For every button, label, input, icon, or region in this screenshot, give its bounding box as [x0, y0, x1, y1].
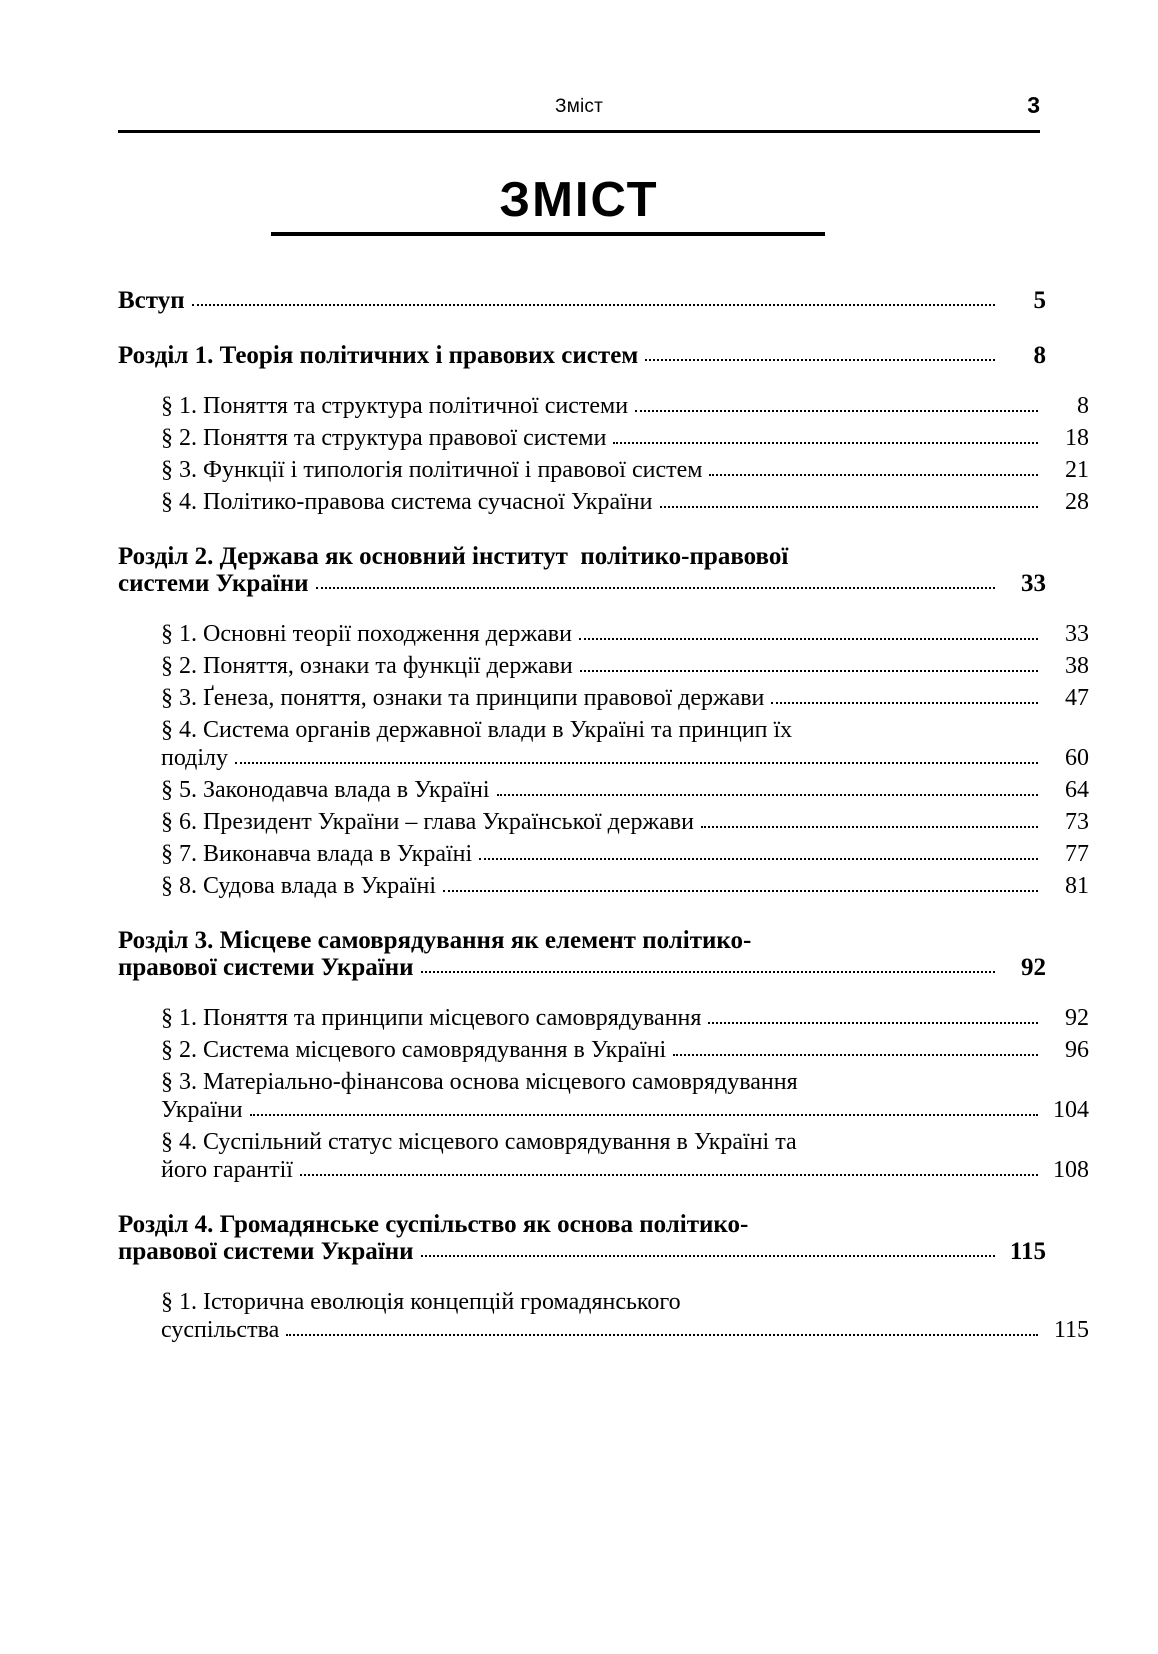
toc-entry-label: Розділ 3. Місцеве самоврядування як елемент політико- [118, 927, 752, 954]
toc-entry-label: § 1. Історична еволюція концепцій громадянського [161, 1289, 681, 1315]
toc-entry-label: § 8. Судова влада в Україні [161, 873, 436, 899]
toc-entry[interactable] [118, 394, 1089, 418]
toc-entry[interactable] [118, 490, 1089, 514]
page-number: 3 [1027, 92, 1040, 118]
toc-entry-page: 28 [1065, 489, 1089, 515]
page-title: ЗМІСТ [499, 173, 659, 227]
toc-entry-page: 5 [1033, 287, 1046, 314]
toc-entry-label: § 1. Поняття та принципи місцевого самоврядування [161, 1005, 702, 1031]
toc-entry[interactable] [118, 1006, 1089, 1030]
toc-entry-page: 8 [1077, 393, 1089, 419]
toc-leader-dots [421, 971, 995, 973]
toc-entry-label: § 1. Поняття та структура політичної системи [161, 393, 629, 419]
toc-leader-dots [708, 1022, 1038, 1024]
toc-leader-dots [613, 442, 1038, 444]
toc-entry-label: § 2. Поняття та структура правової системи [161, 425, 607, 451]
toc-entry-label: § 4. Система органів державної влади в Україні та принцип їх [161, 717, 793, 743]
toc-entry-page: 115 [1009, 1238, 1046, 1265]
toc-leader-dots [673, 1054, 1038, 1056]
toc-entry-label: § 6. Президент України – глава Української держави [161, 809, 694, 835]
toc-leader-dots [645, 359, 995, 361]
toc-entry-label: § 7. Виконавча влада в Україні [161, 841, 473, 867]
table-of-contents [118, 287, 1089, 1343]
toc-entry-page: 33 [1021, 570, 1046, 597]
toc-entry-label: Розділ 2. Держава як основний інститут політико-правової [118, 543, 789, 570]
toc-entry[interactable] [118, 343, 1046, 368]
toc-entry-page: 81 [1065, 873, 1089, 899]
toc-entry[interactable] [118, 955, 1046, 980]
toc-entry[interactable] [118, 571, 1046, 596]
toc-entry-label: § 2. Поняття, ознаки та функції держави [161, 653, 573, 679]
toc-entry[interactable] [118, 842, 1089, 866]
toc-entry-page: 8 [1033, 342, 1046, 369]
toc-entry[interactable] [118, 458, 1089, 482]
toc-entry[interactable] [118, 1098, 1089, 1122]
toc-entry-label: § 3. Функції і типологія політичної і правової систем [161, 457, 703, 483]
toc-entry-page: 21 [1065, 457, 1089, 483]
header-divider [118, 130, 1040, 133]
toc-leader-dots [635, 410, 1038, 412]
toc-entry-page: 108 [1053, 1157, 1089, 1183]
toc-entry[interactable] [118, 746, 1089, 770]
toc-entry-label: § 4. Суспільний статус місцевого самоврядування в Україні та [161, 1129, 797, 1155]
toc-entry[interactable] [118, 622, 1089, 646]
toc-entry-label: правової системи України [118, 954, 414, 981]
toc-entry[interactable] [118, 1070, 1089, 1094]
toc-entry-label: § 3. Матеріально-фінансова основа місцевого самоврядування [161, 1069, 798, 1095]
toc-entry-page: 38 [1065, 653, 1089, 679]
toc-leader-dots [497, 794, 1039, 796]
toc-entry[interactable] [118, 778, 1089, 802]
toc-leader-dots [660, 506, 1039, 508]
toc-leader-dots [579, 638, 1038, 640]
toc-entry[interactable] [118, 1158, 1089, 1182]
toc-entry-label: суспільства [161, 1317, 280, 1343]
toc-leader-dots [421, 1255, 995, 1257]
toc-entry-label: § 1. Основні теорії походження держави [161, 621, 572, 647]
toc-entry-label: § 3. Ґенеза, поняття, ознаки та принципи правової держави [161, 685, 765, 711]
toc-entry[interactable] [118, 1239, 1046, 1264]
toc-leader-dots [235, 762, 1038, 764]
toc-entry[interactable] [118, 426, 1089, 450]
toc-entry-label: системи України [118, 570, 309, 597]
toc-entry[interactable] [118, 288, 1046, 313]
toc-leader-dots [443, 890, 1038, 892]
toc-entry-page: 18 [1065, 425, 1089, 451]
running-head-title: Зміст [555, 96, 603, 117]
toc-entry[interactable] [118, 718, 1089, 742]
toc-entry-page: 47 [1065, 685, 1089, 711]
toc-entry-label: України [161, 1097, 243, 1123]
toc-entry-label: його гарантії [161, 1157, 293, 1183]
toc-entry-page: 60 [1065, 745, 1089, 771]
toc-entry[interactable] [118, 874, 1089, 898]
toc-entry[interactable] [118, 544, 1046, 569]
toc-leader-dots [701, 826, 1038, 828]
toc-entry[interactable] [118, 1038, 1089, 1062]
toc-entry[interactable] [118, 1212, 1046, 1237]
toc-entry[interactable] [118, 1130, 1089, 1154]
toc-entry-label: § 5. Законодавча влада в Україні [161, 777, 490, 803]
toc-entry-page: 77 [1065, 841, 1089, 867]
toc-leader-dots [709, 474, 1038, 476]
toc-entry-page: 92 [1065, 1005, 1089, 1031]
toc-leader-dots [479, 858, 1038, 860]
toc-entry-label: правової системи України [118, 1238, 414, 1265]
toc-leader-dots [192, 304, 995, 306]
toc-leader-dots [316, 587, 995, 589]
toc-leader-dots [771, 702, 1038, 704]
toc-entry[interactable] [118, 686, 1089, 710]
toc-entry-label: поділу [161, 745, 229, 771]
toc-leader-dots [286, 1334, 1038, 1336]
toc-entry[interactable] [118, 1318, 1089, 1342]
toc-leader-dots [250, 1114, 1038, 1116]
toc-entry-page: 115 [1053, 1317, 1089, 1343]
toc-entry[interactable] [118, 928, 1046, 953]
toc-entry-page: 96 [1065, 1037, 1089, 1063]
toc-entry-label: § 2. Система місцевого самоврядування в Україні [161, 1037, 667, 1063]
running-head [118, 92, 1040, 130]
toc-entry-page: 33 [1065, 621, 1089, 647]
toc-entry-label: § 4. Політико-правова система сучасної України [161, 489, 653, 515]
toc-entry-page: 92 [1021, 954, 1046, 981]
toc-entry-label: Розділ 1. Теорія політичних і правових систем [118, 342, 639, 369]
toc-entry[interactable] [118, 654, 1089, 678]
toc-entry-page: 73 [1065, 809, 1089, 835]
toc-entry[interactable] [118, 810, 1089, 834]
toc-entry[interactable] [118, 1290, 1089, 1314]
title-underline [271, 232, 825, 236]
toc-entry-label: Розділ 4. Громадянське суспільство як основа політико- [118, 1211, 749, 1238]
toc-leader-dots [300, 1174, 1038, 1176]
toc-entry-page: 104 [1053, 1097, 1089, 1123]
toc-entry-page: 64 [1065, 777, 1089, 803]
toc-entry-label: Вступ [118, 287, 185, 314]
toc-leader-dots [580, 670, 1038, 672]
